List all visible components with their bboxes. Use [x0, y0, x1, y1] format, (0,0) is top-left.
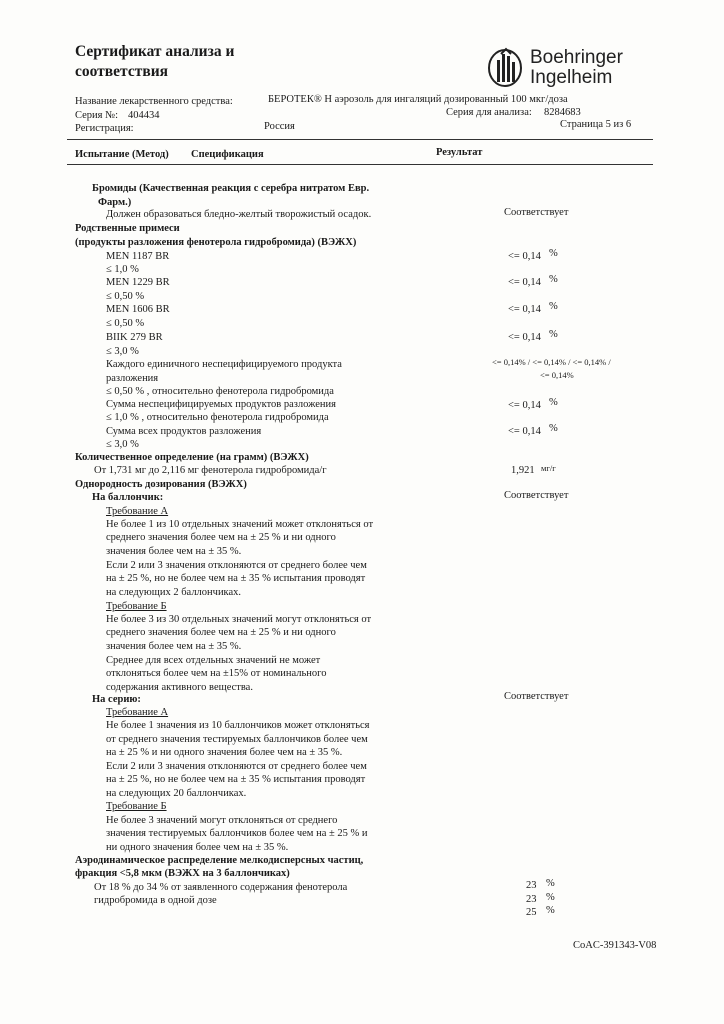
- column-header-spec: Спецификация: [191, 149, 264, 160]
- aerodynamic-title-1: Аэродинамическое распределение мелкодисперсных частиц,: [75, 855, 364, 866]
- per-can-b-line: отклоняться более чем на ±15% от номинального: [106, 668, 327, 679]
- per-batch-a-line: на ± 25 %, но не более чем на ± 35 % испытания проводят: [106, 774, 366, 785]
- registration-value: Россия: [264, 121, 295, 132]
- per-can-heading: На баллончик:: [92, 492, 164, 503]
- unspecified-each-label-2: разложения: [106, 373, 159, 384]
- per-can-a-line: на следующих 2 баллончиках.: [106, 587, 242, 598]
- document-title-line1: Сертификат анализа и: [75, 43, 235, 60]
- impurity-result: <= 0,14: [508, 332, 541, 343]
- per-batch-a-line: на ± 25 % и ни одного значения более чем на ± 35 %.: [106, 747, 343, 758]
- column-header-test: Испытание (Метод): [75, 149, 169, 160]
- per-can-a-line: среднего значения более чем на ± 25 % и ни одного: [106, 532, 336, 543]
- per-batch-result: Соответствует: [504, 691, 569, 702]
- unspecified-each-result-2: <= 0,14%: [540, 370, 574, 380]
- header-rule-top: [67, 139, 653, 140]
- assay-title: Количественное определение (на грамм) (ВЭЖХ): [75, 452, 309, 463]
- impurity-result-unit: %: [549, 329, 558, 340]
- per-can-b-line: среднего значения более чем на ± 25 % и ни одного: [106, 627, 336, 638]
- column-header-result: Результат: [436, 147, 483, 158]
- impurity-name: MEN 1187 BR: [106, 251, 170, 262]
- unspecified-sum-label: Сумма неспецифицируемых продуктов разложения: [106, 399, 336, 410]
- page-number: Страница 5 из 6: [560, 119, 632, 130]
- document-code: CoAC-391343-V08: [573, 940, 657, 951]
- total-impurities-limit: ≤ 3,0 %: [106, 439, 139, 450]
- aerodynamic-result: 23: [526, 880, 537, 891]
- per-can-a-line: значения более чем на ± 35 %.: [106, 546, 242, 557]
- registration-label: Регистрация:: [75, 123, 134, 134]
- total-impurities-label: Сумма всех продуктов разложения: [106, 426, 262, 437]
- impurity-limit: ≤ 0,50 %: [106, 318, 145, 329]
- bromides-result: Соответствует: [504, 207, 569, 218]
- per-batch-b-line: Не более 3 значений могут отклоняться от среднего: [106, 815, 338, 826]
- aerodynamic-result-unit: %: [546, 905, 555, 916]
- header-rule-bottom: [67, 164, 653, 165]
- document-title-line2: соответствия: [75, 63, 169, 80]
- aerodynamic-spec-2: гидробромида в одной дозе: [94, 895, 217, 906]
- per-can-b-line: значения более чем на ± 35 %.: [106, 641, 242, 652]
- impurity-result-unit: %: [549, 248, 558, 259]
- impurities-title-2: (продукты разложения фенотерола гидробромида) (ВЭЖХ): [75, 237, 357, 248]
- unspecified-each-label-1: Каждого единичного неспецифицируемого продукта: [106, 359, 342, 370]
- per-can-b-line: Не более 3 из 30 отдельных значений могут отклоняться от: [106, 614, 372, 625]
- impurity-result: <= 0,14: [508, 304, 541, 315]
- unspecified-each-limit: ≤ 0,50 % , относительно фенотерола гидробромида: [106, 386, 334, 397]
- per-batch-b-line: значения тестируемых баллончиков более чем на ± 25 % и: [106, 828, 368, 839]
- analysis-series-label: Серия для анализа:: [446, 107, 532, 118]
- aerodynamic-result-unit: %: [546, 892, 555, 903]
- drug-name-value: БЕРОТЕК® Н аэрозоль для ингаляций дозированный 100 мкг/доза: [268, 94, 568, 105]
- per-can-a-line: на ± 25 %, но не более чем на ± 35 % испытания проводят: [106, 573, 366, 584]
- aerodynamic-spec-1: От 18 % до 34 % от заявленного содержания фенотерола: [94, 882, 348, 893]
- bromides-title-1: Бромиды (Качественная реакция с серебра нитратом Евр.: [92, 183, 370, 194]
- drug-name-label: Название лекарственного средства:: [75, 96, 233, 107]
- per-batch-requirement-a: Требование А: [106, 707, 169, 718]
- aerodynamic-title-2: фракция <5,8 мкм (ВЭЖХ на 3 баллончиках): [75, 868, 290, 879]
- unspecified-sum-unit: %: [549, 397, 558, 408]
- impurity-result-unit: %: [549, 301, 558, 312]
- assay-spec: От 1,731 мг до 2,116 мг фенотерола гидробромида/г: [94, 465, 327, 476]
- bromides-title-2: Фарм.): [98, 197, 132, 208]
- impurity-name: MEN 1606 BR: [106, 304, 170, 315]
- per-batch-a-line: Не более 1 значения из 10 баллончиков может отклоняться: [106, 720, 370, 731]
- per-can-requirement-a: Требование А: [106, 506, 169, 517]
- logo-text-line2: Ingelheim: [530, 67, 613, 88]
- per-batch-a-line: Если 2 или 3 значения отклоняются от среднего более чем: [106, 761, 367, 772]
- series-label: Серия №:: [75, 110, 119, 121]
- aerodynamic-result-unit: %: [546, 878, 555, 889]
- per-can-b-line: содержания активного вещества.: [106, 682, 253, 693]
- aerodynamic-result: 23: [526, 894, 537, 905]
- per-can-a-line: Если 2 или 3 значения отклоняются от среднего более чем: [106, 560, 367, 571]
- per-can-a-line: Не более 1 из 10 отдельных значений может отклоняться от: [106, 519, 374, 530]
- impurity-limit: ≤ 1,0 %: [106, 264, 139, 275]
- per-batch-requirement-b: Требование Б: [106, 801, 167, 812]
- impurity-result: <= 0,14: [508, 251, 541, 262]
- bromides-spec: Должен образоваться бледно-желтый творожистый осадок.: [106, 209, 372, 220]
- per-batch-a-line: на следующих 20 баллончиках.: [106, 788, 247, 799]
- per-batch-b-line: ни одного значения более чем на ± 35 %.: [106, 842, 289, 853]
- impurity-limit: ≤ 3,0 %: [106, 346, 139, 357]
- impurities-title-1: Родственные примеси: [75, 223, 180, 234]
- per-can-b-line: Среднее для всех отдельных значений не может: [106, 655, 321, 666]
- series-value: 404434: [128, 110, 160, 121]
- analysis-series-value: 8284683: [544, 107, 581, 118]
- boehringer-logo-icon: [487, 46, 527, 88]
- impurity-limit: ≤ 0,50 %: [106, 291, 145, 302]
- impurity-name: BIIK 279 BR: [106, 332, 163, 343]
- per-can-requirement-b: Требование Б: [106, 601, 167, 612]
- impurity-result: <= 0,14: [508, 277, 541, 288]
- uniformity-title: Однородность дозирования (ВЭЖХ): [75, 479, 247, 490]
- per-can-result: Соответствует: [504, 490, 569, 501]
- total-impurities-result: <= 0,14: [508, 426, 541, 437]
- per-batch-a-line: от среднего значения тестируемых баллончиков более чем: [106, 734, 368, 745]
- total-impurities-unit: %: [549, 423, 558, 434]
- aerodynamic-result: 25: [526, 907, 537, 918]
- per-batch-heading: На серию:: [92, 694, 141, 705]
- impurity-result-unit: %: [549, 274, 558, 285]
- unspecified-sum-limit: ≤ 1,0 % , относительно фенотерола гидробромида: [106, 412, 329, 423]
- logo-text-line1: Boehringer: [530, 47, 623, 68]
- impurity-name: MEN 1229 BR: [106, 277, 170, 288]
- assay-result: 1,921: [511, 465, 535, 476]
- assay-result-unit: мг/г: [541, 463, 556, 473]
- unspecified-each-result-1: <= 0,14% / <= 0,14% / <= 0,14% /: [492, 357, 611, 367]
- unspecified-sum-result: <= 0,14: [508, 400, 541, 411]
